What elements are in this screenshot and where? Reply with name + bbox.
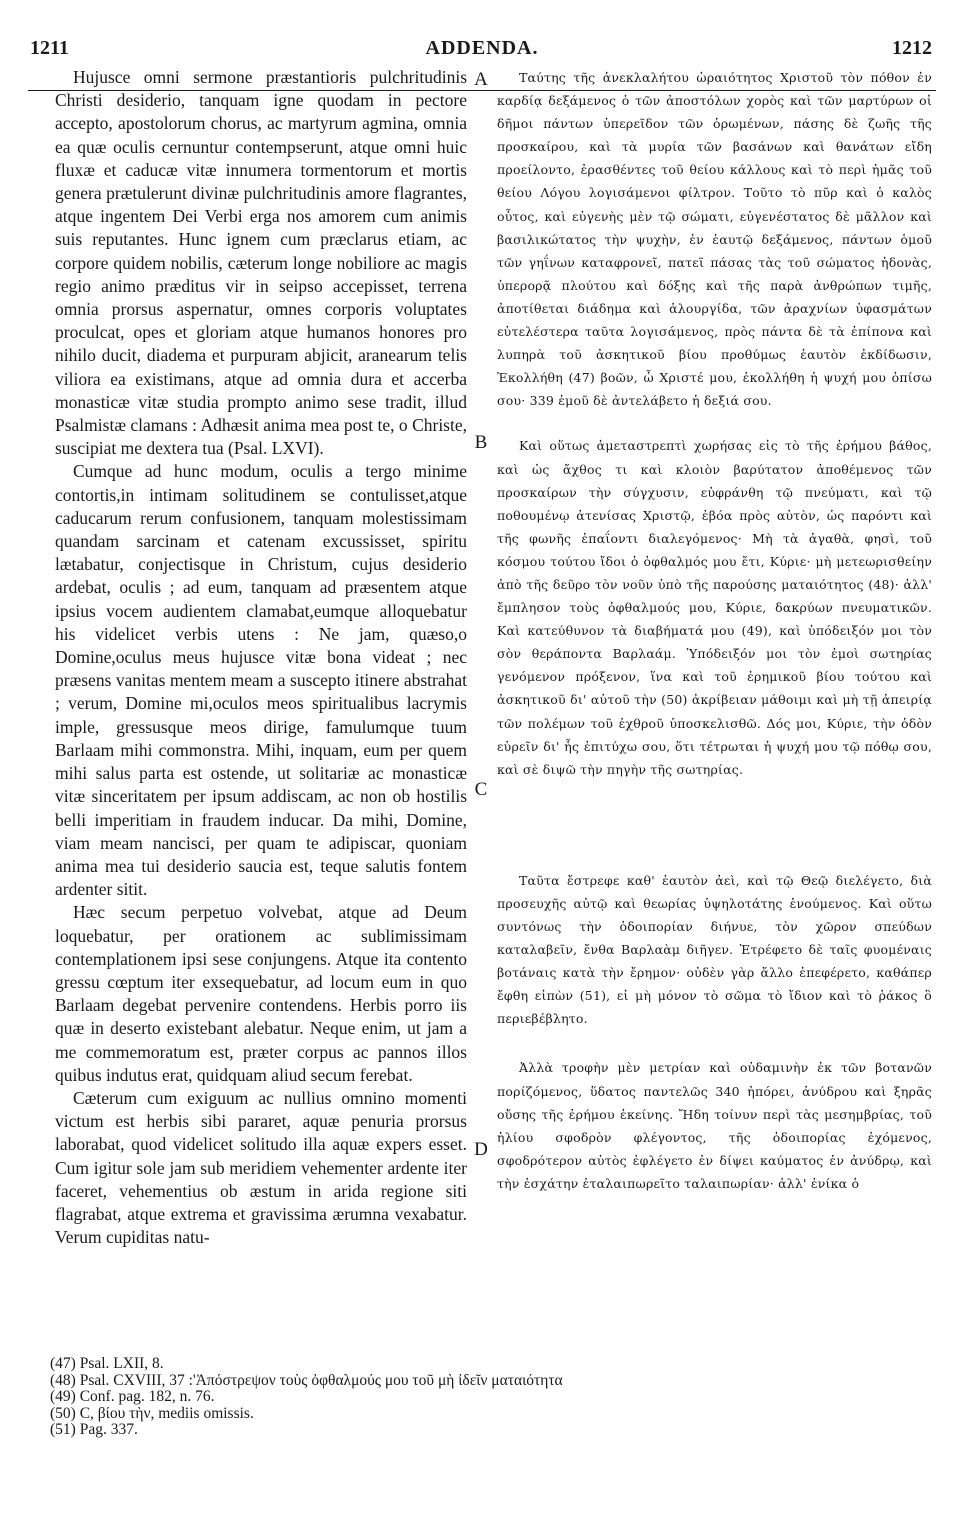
greek-paragraph: Ταῦτα ἔστρεφε καθ' ἑαυτὸν ἀεὶ, καὶ τῷ Θεῷ διελέγετο, διὰ προσευχῆς αὐτῷ καὶ θεωρίας ὑψηλοτάτης ἑνούμενος. Καὶ οὕτω συντόνως τὴν ὁδοιπορίαν διήνυε, τὸν χῶρον σπεύδων καταλαβεῖν, ἔνθα Βαρλαὰμ διῆγεν. Ἐτρέφετο δὲ ταῖς φυομέναις βοτάναις κατὰ τὴν ἔρημον· οὐδὲν γὰρ ἄλλο ἐπεφέρετο, καθάπερ ἔφθη εἰπὼν (51), εἰ μὴ μόνον τὸ σῶμα τὸ ἴδιον καὶ τὸ ῥάκος ὃ περιεβέβλητο. (497, 872, 932, 1027)
latin-paragraph: Hujusce omni sermone præstantioris pulchritudinis Christi desiderio, tanquam igne quodam in pectore accepto, apostolorum chorus, ac martyrum agmina, omnia ea quæ oculis cernuntur contempserunt, atque omni huic fluxæ et caducæ vitæ innumera tormentorum et mortis genera prætulerunt divinæ pulchritudinis amore flagrantes, atque ingentem Dei Verbi erga nos amorem cum animis suis reputantes. Hunc ignem cum præclarus etiam, ac corpore quidem nobilis, cæterum longe nobiliore ac magis regio animo præditus vir in seipso accepisset, terrena omnia prorsus aspernatur, omnes corporis voluptates proculcat, opes et gloriam atque humanos honores pro nihilo ducit, diadema et purpuram abjicit, aranearum telis viliora ea existimans, atque ad omnia dura et accerba monasticæ vitæ studia prompto animo sese tradit, illud Psalmistæ clamans : Adhæsit anima mea post te, o Christe, suscipiat me dextera tua (Psal. LXVI). (55, 67, 467, 459)
running-title: ADDENDA. (425, 37, 539, 59)
greek-column (497, 66, 932, 1195)
greek-paragraph: Ταύτης τῆς ἀνεκλαλήτου ὡραιότητος Χριστοῦ τὸν πόθον ἐν καρδίᾳ δεξάμενος ὁ τῶν ἀποστόλων χορὸς καὶ τῶν μαρτύρων οἱ δῆμοι πάντων ὑπερεῖδον τῶν ὁρωμένων, πάσης δὲ ζωῆς τῆς προσκαίρου, καὶ τὰ μυρία τῶν βασάνων καὶ θανάτων εἴδη προείλοντο, ἐρασθέντες τοῦ θείου κάλλους καὶ τὸ περὶ ἡμᾶς τοῦ θείου Λόγου λογισάμενοι φίλτρον. Τοῦτο τὸ πῦρ καὶ ὁ καλὸς οὗτος, καὶ εὐγενὴς μὲν τῷ σώματι, εὐγενέστατος δὲ μᾶλλον καὶ βασιλικώτατος τὴν ψυχὴν, ἐν ἑαυτῷ δεξάμενος, πάντων ὁμοῦ τῶν γηΐνων καταφρονεῖ, πατεῖ πάσας τὰς τοῦ σώματος ἡδονὰς, ὑπερορᾷ πλούτου καὶ δόξης καὶ τῆς παρὰ ἀνθρώπων τιμῆς, ἀποτίθεται διάδημα καὶ ἁλουργίδα, τῶν ἀραχνίων ὑφασμάτων εὐτελέστερα ταῦτα λογισάμενος, πρὸς πάντα δὲ τὰ ἐπίπονα καὶ λυπηρὰ τοῦ ἀσκητικοῦ βίου προθύμως ἑαυτὸν ἐκδίδωσιν, Ἐκολλήθη (47) βοῶν, ὦ Χριστέ μου, ἐκολλήθη ἡ ψυχή μου ὀπίσω σου· 339 ἐμοῦ δὲ ἀντελάβετο ἡ δεξιά σου. (497, 70, 932, 409)
greek-paragraph: Ἀλλὰ τροφὴν μὲν μετρίαν καὶ οὐδαμινὴν ἐκ τῶν βοτανῶν πορίζόμενος, ὕδατος παντελῶς 340 ἠπόρει, ἀνύδρου καὶ ξηρᾶς οὔσης τῆς ἐρήμου ἐκείνης. Ἤδη τοίνυν περὶ τὰς μεσημβρίας, τοῦ ἡλίου σφοδρὸν φλέγοντος, τῆς ὁδοιπορίας ἐχόμενος, σφοδρότερον αὐτὸς ἐφλέγετο ἐν δίψει καύματος ἐν ἀνύδρῳ, καὶ τὴν ἐσχάτην ἐταλαιπωρεῖτο ταλαιπωρίαν· ἀλλ' ἐνίκα ὁ (497, 1060, 932, 1191)
footnote: (47) Psal. LXII, 8. (50, 1355, 164, 1372)
footnote: (48) Psal. CXVIII, 37 :'Ἀπόστρεψον τοὺς ὀφθαλμούς μου τοῦ μὴ ἰδεῖν ματαιότητα (50, 1371, 563, 1389)
latin-paragraph: Cæterum cum exiguum ac nullius omnino momenti victum est herbis sibi pararet, aquæ penuria prorsus laborabat, quod videlicet solitudo illa aquæ expers esset. Cum igitur sole jam sub meridiem vehementer ardente iter faceret, vehementius ob æstum in arida regione siti flagrabat, atque extrema et gravissima ærumna vexabatur. Verum cupiditas natu- (55, 1087, 467, 1248)
latin-paragraph: Hæc secum perpetuo volvebat, atque ad Deum loquebatur, per orationem ac sublimissimam contemplationem ipsi sese conjungens. Atque ita contento gressu cœptum iter exsequebatur, ad locum eum in quo Barlaam degebat pervenire contendens. Herbis porro iis quæ in deserto existebant alebatur. Neque enim, ut jam a me commemoratum est, præter corpus ac pannos illos quibus indutus erat, quidquam aliud secum ferebat. (55, 902, 467, 1085)
footnote: (50) C, βίου τὴν, mediis omissis. (50, 1404, 254, 1422)
footnote: (51) Pag. 337. (50, 1421, 138, 1439)
section-marker-b: B (474, 432, 488, 453)
section-marker-a: A (474, 69, 488, 90)
left-page-number: 1211 (30, 37, 69, 59)
latin-paragraph: Cumque ad hunc modum, oculis a tergo minime contortis,in intimam solitudinem se contulisset,atque caducarum rerum confusionem, tanquam molestissimam quandam sarcinam et catenam excussisset, spiritu lætabatur, conjectisque in Christum, cujus desiderio ardebat, oculis ; ad eum, tanquam ad præsentem atque ipsius vocem audientem clamabat,eumque alloquebatur his videlicet verbis utens : Ne jam, quæso,o Domine,oculus meus hujusce vitæ bona videat ; nec præsens vanitas mentem meam a suscepto itinere abstrahat ; verum, Domine mi,oculos meos spiritualibus lacrymis imple, gressusque meos dirige, famulumque tuum Barlaam mihi commonstra. Mihi, inquam, eum per quem mihi salus parta est ostende, ut solitariæ ac monasticæ vitæ sinceritatem per ipsum addiscam, ac non ob hostilis belli imperitiam in fraudem inducar. Da mihi, Domine, viam meam nancisci, per quam te adipiscar, quoniam anima mea tui desiderio saucia est, teque salutis fontem ardenter sitit. (55, 461, 467, 900)
page-header (0, 28, 964, 68)
latin-column (55, 66, 467, 1249)
greek-paragraph: Καὶ οὕτως ἀμεταστρεπτὶ χωρήσας εἰς τὸ τῆς ἐρήμου βάθος, καὶ ὡς ἄχθος τι καὶ κλοιὸν βαρύτατον ἀποθέμενος τῶν προσκαίρων τὴν σύγχυσιν, εὐφράνθη τῷ πνεύματι, καὶ τῷ ποθουμένῳ ἀτενίσας Χριστῷ, ἐβόα πρὸς αὐτὸν, ὡς παρόντι καὶ τῆς φωνῆς ἐπαΐοντι διαλεγόμενος· Μὴ τὰ ἀγαθὰ, φησὶ, τοῦ κόσμου τούτου ἴδοι ὁ ὀφθαλμός μου ἔτι, Κύριε· μὴ μετεωρισθείην ἀπὸ τῆς δεῦρο τὸν νοῦν ὑπὸ τῆς παρούσης ματαιότητος (48)· ἀλλ' ἔμπλησον τοὺς ὀφθαλμούς μου, Κύριε, δακρύων πνευματικῶν. Καὶ κατεύθυνον τὰ διαβήματά μου (49), καὶ ὑπόδειξόν μοι τὸν σὸν θεράποντα Βαρλαάμ. Ὑπόδειξόν μοι τὸν ἐμοὶ σωτηρίας γενόμενον πρόξενον, ἵνα καὶ τοῦ ἐρημικοῦ βίου τούτου καὶ ἀσκητικοῦ δι' αὐτοῦ τὴν (50) ἀκρίβειαν μάθοιμι καὶ μὴ τῇ ἀπειρίᾳ τῶν πολέμων τοῦ ἐχθροῦ ὑποσκελισθῶ. Δός μοι, Κύριε, τὴν ὁδὸν εὑρεῖν δι' ἧς ἐπιτύχω σου, ὅτι τέτρωται ἡ ψυχή μου τῷ πόθῳ σου, καὶ σὲ διψῶ τὴν πηγὴν τῆς σωτηρίας. (497, 438, 932, 777)
right-page-number: 1212 (892, 37, 932, 59)
footnotes (50, 1356, 930, 1439)
footnote: (49) Conf. pag. 182, n. 76. (50, 1388, 215, 1406)
section-marker-c: C (474, 779, 488, 800)
section-marker-d: D (474, 1139, 488, 1160)
